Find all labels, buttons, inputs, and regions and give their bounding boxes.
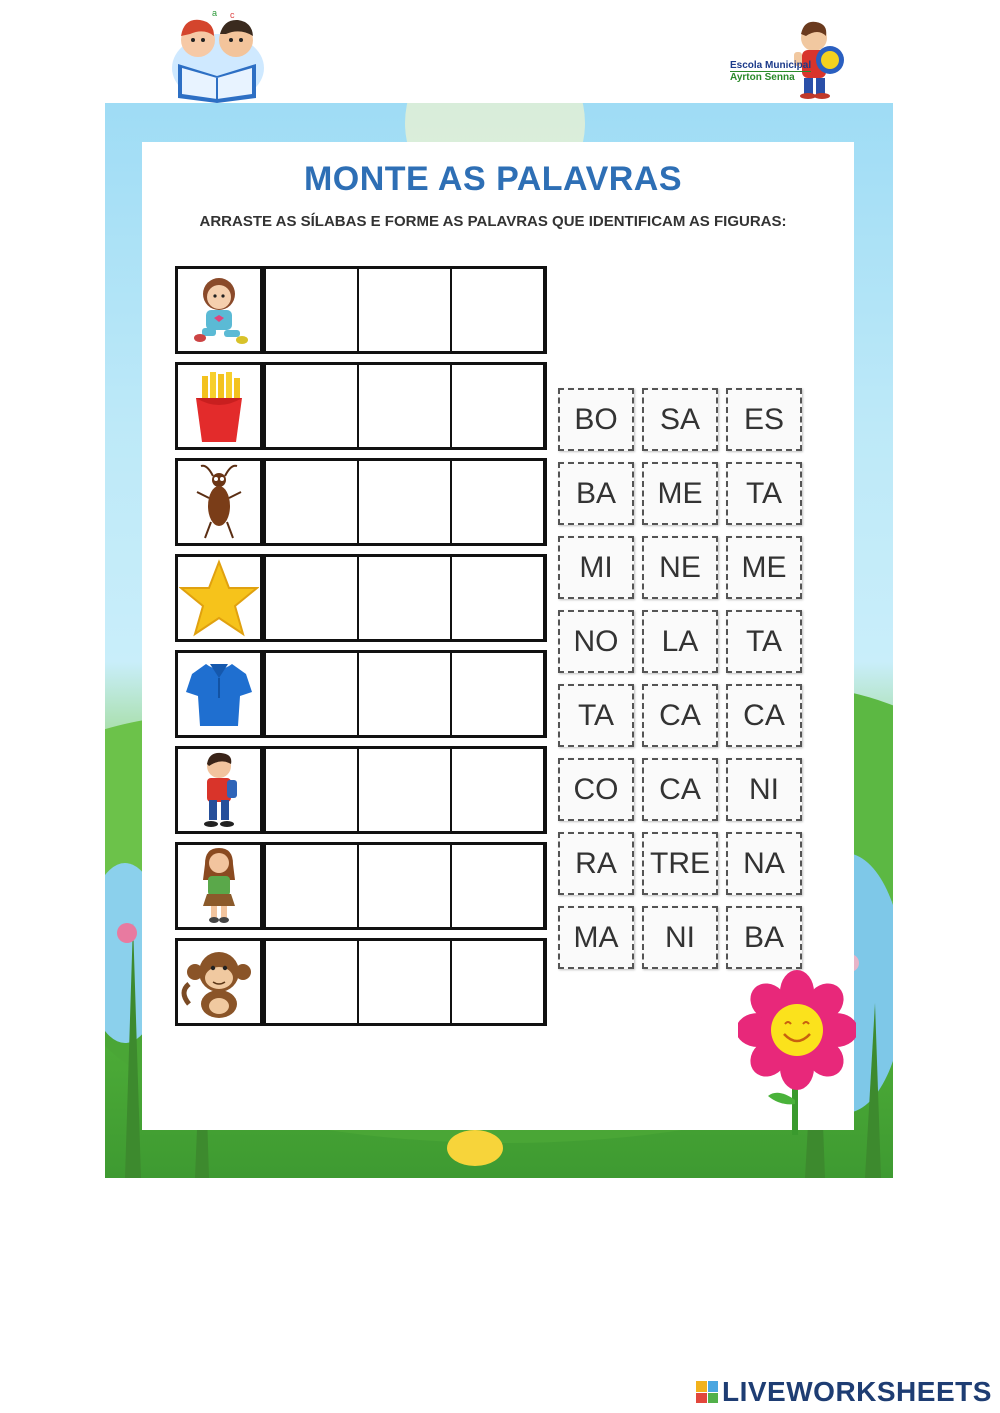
syllable-card[interactable]: BO: [558, 388, 634, 451]
drop-slot[interactable]: [266, 653, 359, 735]
drop-slot[interactable]: [359, 845, 452, 927]
syllable-card[interactable]: MI: [558, 536, 634, 599]
syllable-card[interactable]: CO: [558, 758, 634, 821]
french-fries-icon: [178, 365, 266, 447]
syllable-card[interactable]: ES: [726, 388, 802, 451]
syllable-card[interactable]: NI: [642, 906, 718, 969]
monkey-icon: [178, 941, 266, 1023]
syllable-card[interactable]: NA: [726, 832, 802, 895]
syllable-card[interactable]: CA: [642, 758, 718, 821]
syllable-card[interactable]: TA: [726, 610, 802, 673]
word-row: [175, 938, 547, 1026]
drop-slot[interactable]: [266, 365, 359, 447]
syllable-card[interactable]: BA: [726, 906, 802, 969]
syllable-card[interactable]: TA: [726, 462, 802, 525]
drop-slot[interactable]: [266, 941, 359, 1023]
syllable-card[interactable]: TA: [558, 684, 634, 747]
liveworksheets-brand: LIVEWORKSHEETS: [722, 1376, 992, 1407]
school-name-line1: Escola Municipal: [730, 60, 812, 71]
star-icon: [178, 557, 266, 639]
syllable-card[interactable]: SA: [642, 388, 718, 451]
syllable-card[interactable]: NE: [642, 536, 718, 599]
drop-slot[interactable]: [452, 365, 543, 447]
syllable-card[interactable]: ME: [642, 462, 718, 525]
drop-slot[interactable]: [266, 461, 359, 543]
syllable-card[interactable]: BA: [558, 462, 634, 525]
doll-icon: [178, 269, 266, 351]
girl-icon: [178, 845, 266, 927]
syllable-card[interactable]: CA: [642, 684, 718, 747]
cockroach-icon: [178, 461, 266, 543]
syllable-card[interactable]: CA: [726, 684, 802, 747]
syllable-cards: [558, 388, 802, 969]
svg-text:a: a: [212, 8, 218, 18]
svg-text:c: c: [230, 10, 235, 20]
drop-slot[interactable]: [452, 461, 543, 543]
drop-slot[interactable]: [266, 749, 359, 831]
syllable-card[interactable]: NI: [726, 758, 802, 821]
word-grid: [175, 266, 547, 1034]
boy-icon: [178, 749, 266, 831]
page-title: MONTE AS PALAVRAS: [303, 160, 683, 198]
kids-reading-logo: [160, 6, 275, 104]
liveworksheets-logo[interactable]: [696, 1376, 992, 1408]
word-row: [175, 458, 547, 546]
drop-slot[interactable]: [452, 557, 543, 639]
drop-slot[interactable]: [452, 269, 543, 351]
word-row: [175, 746, 547, 834]
smiling-flower-icon: [738, 970, 856, 1135]
drop-slot[interactable]: [359, 653, 452, 735]
syllable-card[interactable]: TRE: [642, 832, 718, 895]
drop-slot[interactable]: [359, 365, 452, 447]
school-mascot-logo: [726, 14, 856, 100]
syllable-card[interactable]: MA: [558, 906, 634, 969]
syllable-card[interactable]: LA: [642, 610, 718, 673]
drop-slot[interactable]: [266, 557, 359, 639]
word-row: [175, 650, 547, 738]
shirt-icon: [178, 653, 266, 735]
drop-slot[interactable]: [359, 557, 452, 639]
drop-slot[interactable]: [359, 941, 452, 1023]
drop-slot[interactable]: [452, 749, 543, 831]
school-name-line2: Ayrton Senna: [730, 71, 811, 83]
drop-slot[interactable]: [359, 461, 452, 543]
drop-slot[interactable]: [452, 845, 543, 927]
instruction-text: ARRASTE AS SÍLABAS E FORME AS PALAVRAS QUE IDENTIFICAM AS FIGURAS:: [199, 213, 787, 230]
liveworksheets-icon: [696, 1381, 718, 1403]
syllable-card[interactable]: ME: [726, 536, 802, 599]
school-name: [730, 60, 811, 83]
drop-slot[interactable]: [266, 845, 359, 927]
word-row: [175, 266, 547, 354]
syllable-card[interactable]: RA: [558, 832, 634, 895]
word-row: [175, 554, 547, 642]
drop-slot[interactable]: [359, 749, 452, 831]
drop-slot[interactable]: [452, 653, 543, 735]
word-row: [175, 842, 547, 930]
drop-slot[interactable]: [266, 269, 359, 351]
word-row: [175, 362, 547, 450]
drop-slot[interactable]: [359, 269, 452, 351]
drop-slot[interactable]: [452, 941, 543, 1023]
syllable-card[interactable]: NO: [558, 610, 634, 673]
